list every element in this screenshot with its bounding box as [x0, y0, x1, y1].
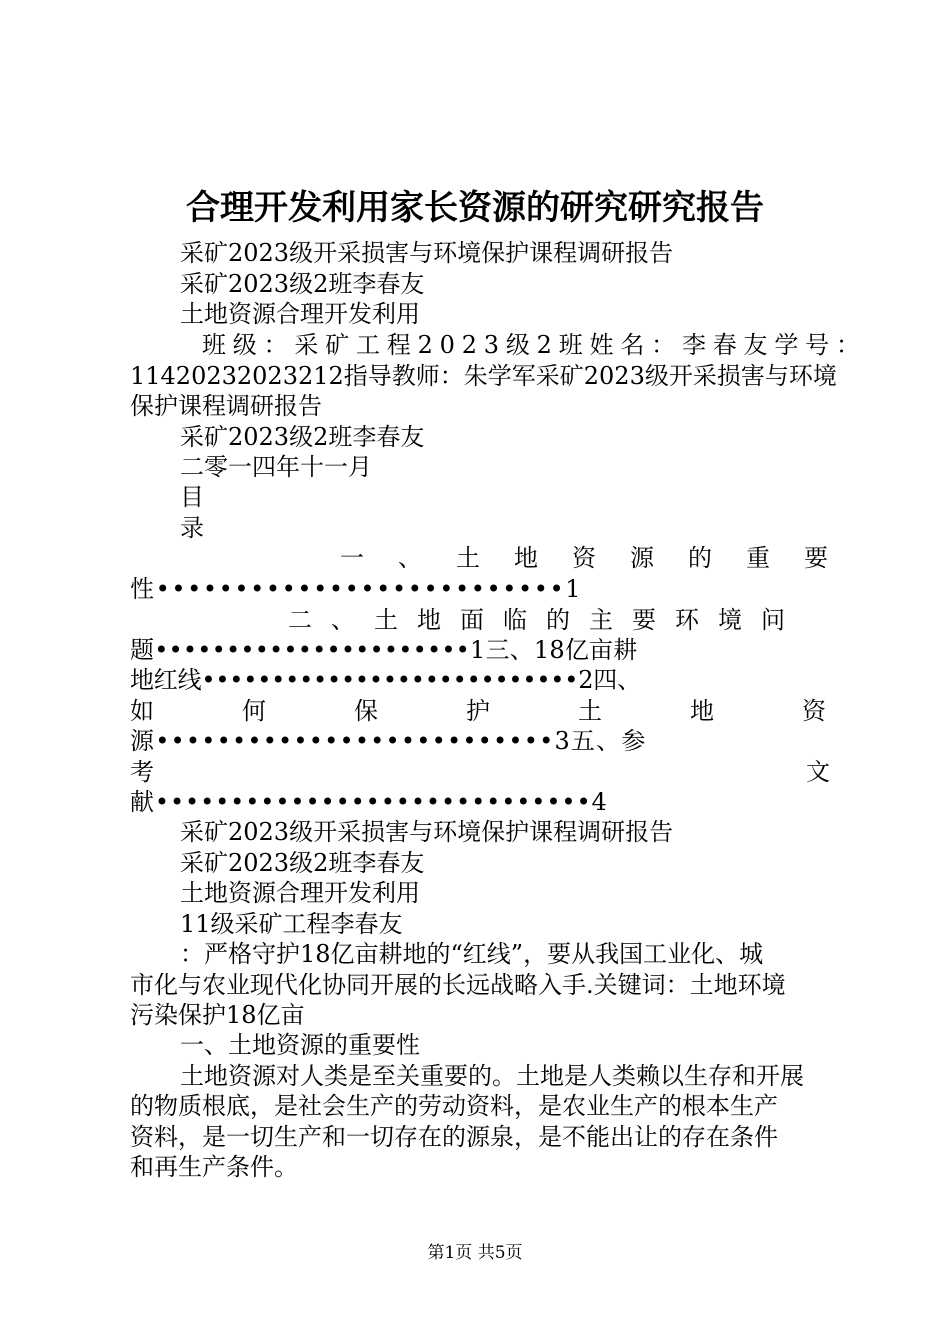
section-heading: 一、土地资源的重要性 [180, 1031, 420, 1059]
text-line: 采矿2023级开采损害与环境保护课程调研报告 [180, 818, 674, 846]
text-line: 土地资源对人类是至关重要的。土地是人类赖以生存和开展 [180, 1062, 804, 1090]
toc-line: 献•••••••••••••••••••••••••••••4 [130, 788, 608, 816]
text-line: 班级：采矿工程2023级2班姓名：李春友学号： [202, 331, 867, 359]
text-line: 土地资源合理开发利用 [180, 879, 420, 907]
toc-line: 性••••••••••••••••••••••••••1 [130, 575, 583, 603]
toc-line: 地红线•••••••••••••••••••••••••••2四、 [130, 666, 641, 694]
toc-line: 源••••••••••••••••••••••••••3五、参 [130, 727, 647, 755]
text-line: 11420232023212指导教师：朱学军采矿2023级开采损害与环境 [130, 362, 837, 390]
text-line: ：严格守护18亿亩耕地的“红线”，要从我国工业化、城 [180, 940, 764, 968]
document-title: 合理开发利用家长资源的研究研究报告 [186, 188, 764, 228]
toc-line: 题••••••••••••••••••••••1三、18亿亩耕 [130, 636, 638, 664]
text-line: 采矿2023级开采损害与环境保护课程调研报告 [180, 239, 674, 267]
toc-line: 二、土地面临的主要环境问 [288, 606, 804, 634]
toc-line: 如何保护土地资 [130, 697, 914, 725]
text-line: 采矿2023级2班李春友 [180, 423, 425, 451]
toc-char: 文 [806, 758, 830, 786]
toc-line: 一、土地资源的重要 [340, 544, 862, 572]
text-line: 录 [180, 514, 204, 542]
text-line: 目 [180, 483, 204, 511]
toc-char: 考 [130, 758, 154, 786]
text-line: 资料，是一切生产和一切存在的源泉，是不能出让的存在条件 [130, 1123, 778, 1151]
text-line: 的物质根底，是社会生产的劳动资料，是农业生产的根本生产 [130, 1092, 778, 1120]
text-line: 市化与农业现代化协同开展的长远战略入手.关键词：土地环境 [130, 971, 786, 999]
page-footer: 第1页 共5页 [427, 1243, 523, 1263]
text-line: 采矿2023级2班李春友 [180, 270, 425, 298]
text-line: 污染保护18亿亩 [130, 1001, 305, 1029]
text-line: 采矿2023级2班李春友 [180, 849, 425, 877]
text-line: 土地资源合理开发利用 [180, 300, 420, 328]
text-line: 二零一四年十一月 [180, 453, 372, 481]
text-line: 和再生产条件。 [130, 1153, 298, 1181]
text-line: 保护课程调研报告 [130, 392, 322, 420]
text-line: 11级采矿工程李春友 [180, 910, 403, 938]
toc-line [130, 755, 830, 789]
